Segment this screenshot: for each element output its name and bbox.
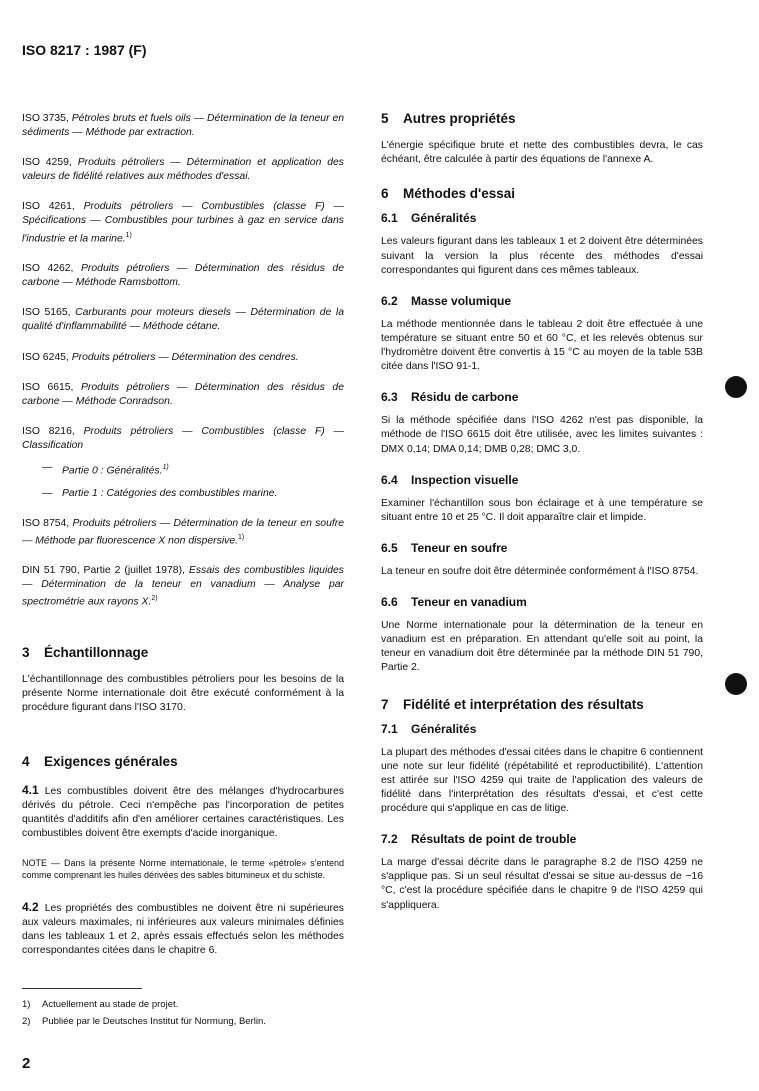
section-title: Teneur en soufre — [411, 540, 508, 555]
ref-title: Produits pétroliers — Combustibles (classe F) — Classification — [22, 425, 344, 451]
reference-din-51790 — [22, 564, 344, 610]
sub-item-text: Partie 1 : Catégories des combustibles marine. — [62, 487, 278, 499]
footnote-divider — [22, 988, 142, 989]
footnote-number: 2) — [22, 1016, 31, 1027]
footnote-2 — [22, 1013, 266, 1030]
footnote-ref: 1) — [162, 463, 169, 471]
reference-iso-8754 — [22, 517, 344, 549]
footnote-ref: 1) — [125, 231, 132, 239]
ref-title: Produits pétroliers — Détermination des résidus de carbone — Méthode Ramsbottom. — [22, 263, 344, 289]
section-4-heading — [22, 755, 344, 769]
ref-title: Essais des combustibles liquides — Détermination de la teneur en vanadium — Analyse par spectrométrie aux rayons X. — [22, 565, 344, 608]
footnote-ref: 2) — [151, 595, 158, 603]
section-number: 7 — [381, 696, 389, 712]
section-3-heading — [22, 646, 344, 660]
section-6-2-heading — [381, 294, 703, 308]
ref-code: ISO 4259, — [22, 157, 72, 169]
reference-iso-4259 — [22, 156, 344, 184]
section-title: Résultats de point de trouble — [411, 832, 577, 847]
ref-title: Produits pétroliers — Détermination et application des valeurs de fidélité relatives aux méthodes d'essai. — [22, 157, 344, 183]
right-column — [381, 112, 703, 929]
section-6-1-text: Les valeurs figurant dans les tableaux 1 et 2 doivent être déterminées suivant la version la plus récente des méthodes d'essai correspondantes qui figurent dans ces mêmes tableaux. — [381, 236, 703, 276]
section-number: 6.6 — [381, 595, 398, 610]
section-6-1-heading — [381, 211, 703, 225]
section-6-2-text: La méthode mentionnée dans le tableau 2 doit être effectuée à une température se situant entre 50 et 60 °C, et les relevés obtenus sur l'hydromètre doivent être convertis à 15 °C au moyen de la table 53B citée dans l'ISO 91-1. — [381, 318, 703, 373]
section-number: 6.1 — [381, 211, 398, 226]
section-6-3-heading — [381, 390, 703, 404]
dash: — — [42, 487, 53, 499]
section-title: Exigences générales — [44, 754, 178, 770]
sub-item-partie-1 — [42, 487, 344, 501]
reference-iso-4261 — [22, 200, 344, 246]
section-6-heading — [381, 187, 703, 201]
ref-code: ISO 5165, — [22, 307, 71, 319]
note-4: NOTE — Dans la présente Norme internationale, le terme «pétrole» s'entend comme comprenant les huiles dérivées des sables bitumineux et du schiste. — [22, 857, 344, 881]
section-6-6-text: Une Norme internationale pour la détermination de la teneur en vanadium est en préparation. En attendant qu'elle soit au point, la teneur en vanadium doit être déterminée par la méthode DIN 51 790, Partie 2. — [381, 620, 703, 674]
section-title: Masse volumique — [411, 293, 512, 308]
footnote-text: Actuellement au stade de projet. — [42, 999, 179, 1010]
ref-title: Produits pétroliers — Détermination des résidus de carbone — Méthode Conradson. — [22, 381, 344, 407]
section-number: 6.5 — [381, 540, 398, 555]
ref-code: ISO 4261, — [22, 201, 75, 213]
section-3-text: L'échantillonnage des combustibles pétroliers pour les besoins de la présente Norme internationale doit être exécuté conformément à la procédure figurant dans l'ISO 3170. — [22, 674, 344, 714]
reference-iso-6615 — [22, 381, 344, 409]
section-7-heading — [381, 698, 703, 712]
paragraph-number: 4.1 — [22, 782, 39, 797]
ref-code: ISO 8754, — [22, 517, 70, 529]
reference-iso-4262 — [22, 262, 344, 290]
section-title: Méthodes d'essai — [403, 186, 515, 202]
section-5-text: L'énergie spécifique brute et nette des combustibles devra, le cas échéant, être calculée à partir des équations de l'annexe A. — [381, 140, 703, 166]
page-number: 2 — [22, 1055, 31, 1072]
section-6-4-heading — [381, 473, 703, 487]
paragraph-4-2 — [22, 900, 344, 958]
section-title: Échantillonnage — [44, 645, 149, 661]
footnote-text: Publiée par le Deutsches Institut für Normung, Berlin. — [42, 1016, 266, 1027]
section-number: 3 — [22, 645, 30, 661]
section-7-2-text: La marge d'essai décrite dans le paragraphe 8.2 de l'ISO 4259 ne s'applique pas. Si un seul résultat d'essai se situe au-dessus de −16 °C, c'est la procédure spécifiée dans le chapitre 9 de l'ISO 4259 qui s'appliquera. — [381, 857, 703, 911]
ref-code: ISO 3735, — [22, 113, 69, 124]
section-title: Généralités — [411, 721, 477, 736]
reference-iso-3735 — [22, 112, 344, 140]
section-6-6-heading — [381, 595, 703, 609]
ref-title: Produits pétroliers — Combustibles (classe F) — Spécifications — Combustibles pour turbines à gaz en service dans l'industrie et la marine. — [22, 201, 344, 245]
section-6-5-heading — [381, 541, 703, 555]
ref-code: ISO 6245, — [22, 351, 69, 363]
section-6-3-text: Si la méthode spécifiée dans l'ISO 4262 n'est pas disponible, la méthode de l'ISO 6615 doit être utilisée, avec les limites suivantes : DMX 0,14; DMA 0,14; DMB 0,28; DMC 3,0. — [381, 415, 703, 455]
ref-code: ISO 8216, — [22, 425, 75, 437]
left-column — [22, 112, 344, 974]
paragraph-text: Les combustibles doivent être des mélanges d'hydrocarbures dérivés du pétrole. Ceci n'empêche pas l'incorporation de petites quantités d'additifs afin d'en améliorer certaines caractéristiques. Les combustibles doivent être exempts d'acide inorganique. — [22, 785, 344, 839]
section-number: 6.2 — [381, 293, 398, 308]
reference-iso-5165 — [22, 306, 344, 334]
section-number: 6.4 — [381, 472, 398, 487]
paragraph-number: 4.2 — [22, 899, 39, 914]
ref-title: Produits pétroliers — Détermination des cendres. — [71, 351, 299, 363]
ref-code: ISO 4262, — [22, 263, 74, 275]
section-title: Inspection visuelle — [411, 472, 519, 487]
reference-iso-8216 — [22, 425, 344, 453]
ref-title: Pétroles bruts et fuels oils — Détermination de la teneur en sédiments — Méthode par extraction. — [22, 113, 344, 139]
footnotes — [22, 996, 266, 1030]
section-title: Généralités — [411, 211, 477, 226]
footnote-ref: 1) — [238, 533, 245, 541]
section-5-heading — [381, 112, 703, 126]
section-number: 7.2 — [381, 832, 398, 847]
section-6-4-text: Examiner l'échantillon sous bon éclairage et à une température se situant entre 10 et 25 °C. Il doit apparaître clair et limpide. — [381, 497, 703, 523]
section-title: Résidu de carbone — [411, 390, 519, 405]
footnote-number: 1) — [22, 999, 31, 1010]
section-number: 7.1 — [381, 721, 398, 736]
section-7-2-heading — [381, 832, 703, 846]
paragraph-4-1 — [22, 783, 344, 841]
ref-code: ISO 6615, — [22, 381, 74, 393]
section-7-1-text: La plupart des méthodes d'essai citées dans le chapitre 6 contiennent une note sur leur fidélité (répétabilité et reproductibilité). L'attention est attirée sur l'ISO 4259 qui traite de l'application des valeurs de fidélité dans l'interprétation des résultats d'essai, et c'est cette procédure qui s'applique en cas de litige. — [381, 746, 703, 815]
reference-iso-6245 — [22, 351, 344, 365]
section-7-1-heading — [381, 722, 703, 736]
section-number: 6 — [381, 186, 389, 202]
margin-change-bullet — [725, 376, 747, 398]
sub-item-text: Partie 0 : Généralités. — [62, 465, 163, 477]
footnote-1 — [22, 996, 266, 1013]
section-number: 5 — [381, 111, 389, 126]
section-title: Fidélité et interprétation des résultats — [403, 696, 644, 712]
page-header: ISO 8217 : 1987 (F) — [22, 42, 147, 58]
section-title: Teneur en vanadium — [411, 595, 527, 610]
section-6-5-text: La teneur en soufre doit être déterminée conformément à l'ISO 8754. — [381, 565, 699, 577]
section-title: Autres propriétés — [403, 111, 516, 126]
paragraph-text: Les propriétés des combustibles ne doivent être ni supérieures aux valeurs maximales, ni inférieures aux valeurs minimales définies dans les tableaux 1 et 2, après essais effectués selon les méthodes correspondantes citées dans le chapitre 6. — [22, 902, 344, 957]
section-number: 6.3 — [381, 390, 398, 405]
sub-item-partie-0 — [42, 461, 344, 479]
ref-title: Carburants pour moteurs diesels — Détermination de la qualité d'inflammabilité — Méthode cétane. — [22, 307, 344, 333]
dash: — — [42, 461, 53, 473]
ref-title: Produits pétroliers — Détermination de la teneur en soufre — Méthode par fluorescence X non dispersive. — [22, 517, 344, 547]
ref-code: DIN 51 790, Partie 2 (juillet 1978), — [22, 565, 185, 577]
section-number: 4 — [22, 754, 30, 770]
margin-change-bullet — [725, 673, 747, 695]
